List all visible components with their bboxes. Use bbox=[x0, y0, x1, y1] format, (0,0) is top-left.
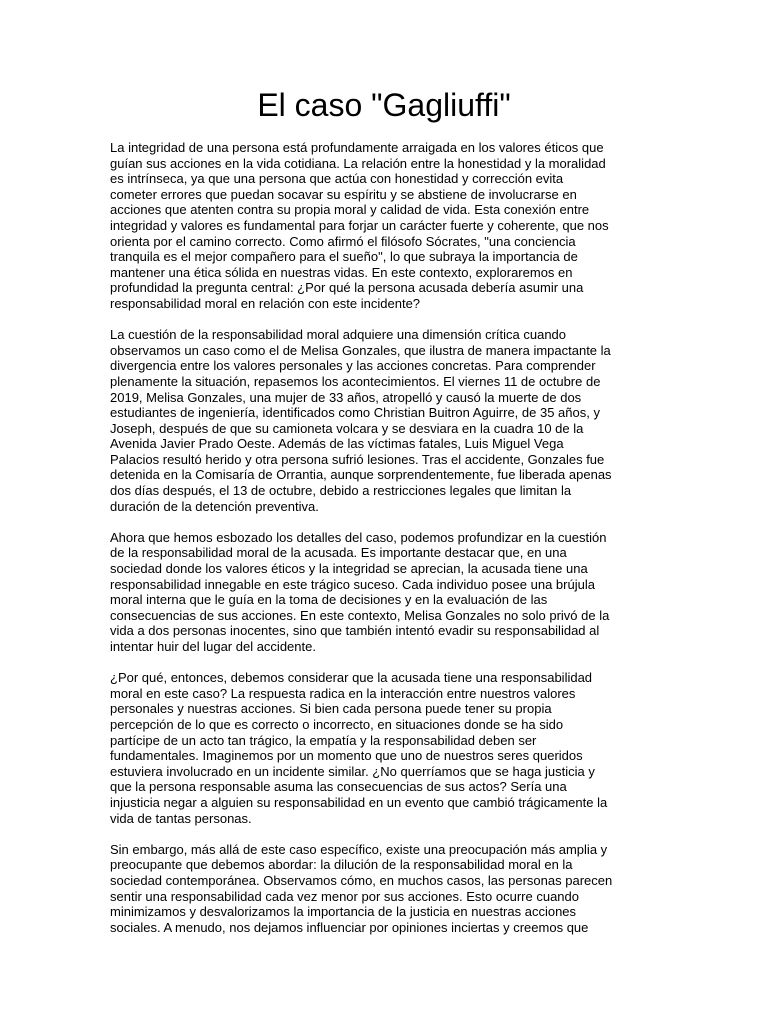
document-title: El caso "Gagliuffi" bbox=[257, 87, 511, 123]
paragraph-2: La cuestión de la responsabilidad moral adquiere una dimensión crítica cuando observamos un caso como el de Melisa Gonzales, que ilustra de manera impactante la divergencia entre los valores personales y las acciones concretas. Para comprender plenamente la situación, repasemos los acontecimientos. El viernes 11 de octubre de 2019, Melisa Gonzales, una mujer de 33 años, atropelló y causó la muerte de dos estudiantes de ingeniería, identificados como Christian Buitron Aguirre, de 35 años, y Joseph, después de que su camioneta volcara y se desviara en la cuadra 10 de la Avenida Javier Prado Oeste. Además de las víctimas fatales, Luis Miguel Vega Palacios resultó herido y otra persona sufrió lesiones. Tras el accidente, Gonzales fue detenida en la Comisaría de Orrantia, aunque sorprendentemente, fue liberada apenas dos días después, el 13 de octubre, debido a restricciones legales que limitan la duración de la detención preventiva. bbox=[110, 327, 612, 514]
document-body bbox=[110, 140, 658, 951]
paragraph-3: Ahora que hemos esbozado los detalles del caso, podemos profundizar en la cuestión de la responsabilidad moral de la acusada. Es importante destacar que, en una sociedad donde los valores éticos y la integridad se aprecian, la acusada tiene una responsabilidad innegable en este trágico suceso. Cada individuo posee una brújula moral interna que le guía en la toma de decisiones y en la evaluación de las consecuencias de sus acciones. En este contexto, Melisa Gonzales no solo privó de la vida a dos personas inocentes, sino que también intentó evadir su responsabilidad al intentar huir del lugar del accidente. bbox=[110, 529, 610, 654]
paragraph-1: La integridad de una persona está profundamente arraigada en los valores éticos que guían sus acciones en la vida cotidiana. La relación entre la honestidad y la moralidad es intrínseca, ya que una persona que actúa con honestidad y corrección evita cometer errores que puedan socavar su espíritu y se abstiene de involucrarse en acciones que atenten contra su propia moral y calidad de vida. Esta conexión entre integridad y valores es fundamental para forjar un carácter fuerte y coherente, que nos orienta por el camino correcto. Como afirmó el filósofo Sócrates, "una conciencia tranquila es el mejor compañero para el sueño", lo que subraya la importancia de mantener una ética sólida en nuestras vidas. En este contexto, exploraremos en profundidad la pregunta central: ¿Por qué la persona acusada debería asumir una responsabilidad moral en relación con este incidente? bbox=[110, 140, 609, 311]
paragraph-5: Sin embargo, más allá de este caso específico, existe una preocupación más amplia y preocupante que debemos abordar: la dilución de la responsabilidad moral en la sociedad contemporánea. Observamos cómo, en muchos casos, las personas parecen sentir una responsabilidad cada vez menor por sus acciones. Esto ocurre cuando minimizamos y desvalorizamos la importancia de la justicia en nuestras acciones sociales. A menudo, nos dejamos influenciar por opiniones inciertas y creemos que bbox=[110, 841, 613, 935]
paragraph-4: ¿Por qué, entonces, debemos considerar que la acusada tiene una responsabilidad moral en este caso? La respuesta radica en la interacción entre nuestros valores personales y nuestras acciones. Si bien cada persona puede tener su propia percepción de lo que es correcto o incorrecto, en situaciones donde se ha sido partícipe de un acto tan trágico, la empatía y la responsabilidad deben ser fundamentales. Imaginemos por un momento que uno de nuestros seres queridos estuviera involucrado en un incidente similar. ¿No querríamos que se haga justicia y que la persona responsable asuma las consecuencias de sus actos? Sería una injusticia negar a alguien su responsabilidad en un evento que cambió trágicamente la vida de tantas personas. bbox=[110, 670, 608, 826]
